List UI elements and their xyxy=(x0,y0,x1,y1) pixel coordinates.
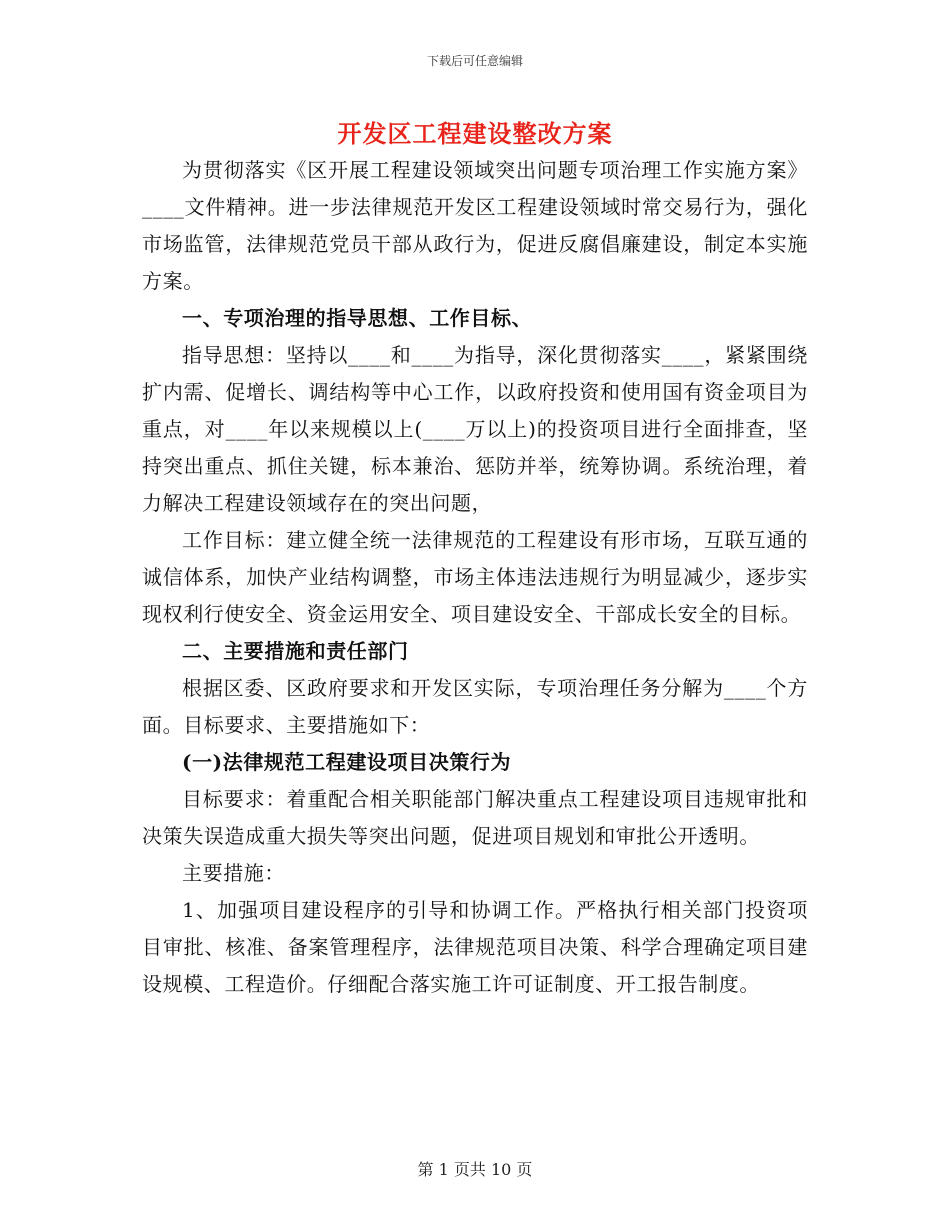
section-heading-2: 二、主要措施和责任部门 xyxy=(182,639,409,663)
document-title: 开发区工程建设整改方案 xyxy=(337,119,613,148)
page-footer: 第 1 页共 10 页 xyxy=(417,1160,533,1179)
guiding-thought-paragraph: 指导思想：坚持以____和____为指导，深化贯彻落实____，紧紧围绕扩内需、促增长、调结构等中心工作，以政府投资和使用国有资金项目为重点，对____年以来规模以上(____万以上)的投资项目进行全面排查，坚持突出重点、抓住关键，标本兼治、惩防并举，统筹协调。系统治理，着力解决工程建设领域存在的突出问题， xyxy=(142,343,808,515)
main-measures-label: 主要措施： xyxy=(182,861,285,885)
section-heading-1: 一、专项治理的指导思想、工作目标、 xyxy=(182,306,533,330)
task-breakdown-paragraph: 根据区委、区政府要求和开发区实际，专项治理任务分解为____个方面。目标要求、主要措施如下： xyxy=(142,676,808,737)
document-body xyxy=(142,152,808,1003)
work-goal-paragraph: 工作目标：建立健全统一法律规范的工程建设有形市场，互联互通的诚信体系，加快产业结构调整，市场主体违法违规行为明显减少，逐步实现权利行使安全、资金运用安全、项目建设安全、干部成长安全的目标。 xyxy=(142,528,808,626)
measure-item-1: 1、加强项目建设程序的引导和协调工作。严格执行相关部门投资项目审批、核准、备案管理程序，法律规范项目决策、科学合理确定项目建设规模、工程造价。仔细配合落实施工许可证制度、开工报告制度。 xyxy=(142,898,808,996)
intro-paragraph: 为贯彻落实《区开展工程建设领域突出问题专项治理工作实施方案》____文件精神。进一步法律规范开发区工程建设领域时常交易行为，强化市场监管，法律规范党员干部从政行为，促进反腐倡廉建设，制定本实施方案。 xyxy=(142,158,808,293)
subsection-heading-1: (一)法律规范工程建设项目决策行为 xyxy=(182,750,512,774)
header-note: 下载后可任意编辑 xyxy=(426,54,523,68)
target-requirement-paragraph: 目标要求：着重配合相关职能部门解决重点工程建设项目违规审批和决策失误造成重大损失等突出问题，促进项目规划和审批公开透明。 xyxy=(142,787,808,848)
